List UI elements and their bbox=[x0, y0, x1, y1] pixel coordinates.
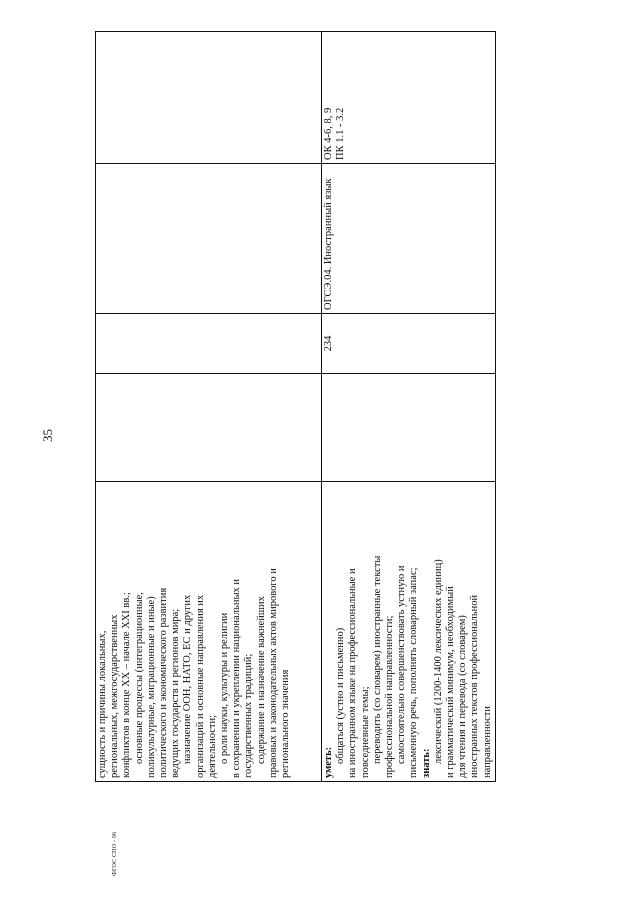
text-line: поликультурные, миграционные и иные) bbox=[145, 596, 157, 778]
text-line: деятельности; bbox=[206, 714, 218, 778]
empty-cell bbox=[96, 374, 322, 482]
text-line: содержание и назначение важнейших bbox=[255, 596, 267, 764]
text-line: сущность и причины локальных, bbox=[97, 630, 108, 778]
text-line: самостоятельно совершенствовать устную и bbox=[396, 565, 408, 764]
text-line: переводить (со словарем) иностранные тексты bbox=[371, 555, 383, 764]
requirements-cell-knowledge bbox=[96, 482, 322, 782]
text-line: организаций и основные направления их bbox=[194, 594, 206, 778]
text-line: конфликтов в конце XX – начале XXI вв.; bbox=[121, 592, 133, 778]
hours-cell bbox=[322, 314, 496, 374]
discipline-cell bbox=[322, 164, 496, 314]
text-line: направленности bbox=[481, 705, 493, 778]
empty-cell bbox=[96, 314, 322, 374]
footer-code: ФГОС СПО - 06 bbox=[112, 831, 118, 876]
requirements-cell-skills bbox=[322, 482, 496, 782]
skills-list bbox=[323, 485, 494, 778]
text-line: в сохранении и укреплении национальных и bbox=[231, 579, 243, 778]
text-line: уметь: bbox=[323, 746, 334, 778]
text-line: о роли науки, культуры и религии bbox=[219, 612, 231, 764]
empty-cell bbox=[96, 164, 322, 314]
text-line: региональных, межгосударственных bbox=[109, 614, 121, 778]
curriculum-table bbox=[95, 32, 493, 782]
knowledge-list bbox=[97, 485, 292, 778]
page-number: 35 bbox=[40, 429, 55, 442]
competencies-pk: ПК 1.1 - 3.2 bbox=[335, 107, 347, 160]
competencies-ok: ОК 4-6, 8, 9 bbox=[323, 107, 334, 160]
text-line: лексический (1200-1400 лексических единиц) bbox=[432, 559, 444, 764]
text-line: и грамматический минимум, необходимый bbox=[445, 586, 457, 778]
text-line: письменную речь, пополнять словарный запас; bbox=[408, 567, 420, 778]
hours-value: 234 bbox=[323, 335, 334, 352]
text-line: основные процессы (интеграционные, bbox=[133, 592, 145, 764]
text-line: профессиональной направленности; bbox=[384, 615, 396, 778]
discipline-name: ОГСЭ.04. Иностранный язык bbox=[323, 178, 334, 310]
text-line: повседневные темы; bbox=[359, 686, 371, 778]
text-line: политического и экономического развития bbox=[158, 587, 170, 778]
text-line: иностранных текстов профессиональной bbox=[469, 594, 481, 778]
empty-cell bbox=[96, 32, 322, 164]
text-line: ведущих государств и регионов мира; bbox=[170, 608, 182, 778]
text-line: регионального значения bbox=[280, 669, 292, 778]
text-line: правовых и законодательных актов мирового и bbox=[267, 568, 279, 778]
text-line: на иностранном языке на профессиональные и bbox=[347, 568, 359, 778]
text-line: общаться (устно и письменно) bbox=[335, 627, 347, 764]
competencies-cell bbox=[322, 32, 496, 164]
text-line: знать: bbox=[420, 748, 432, 778]
text-line: государственных традиций; bbox=[243, 653, 255, 778]
text-line: для чтения и перевода (со словарем) bbox=[457, 615, 469, 778]
empty-cell bbox=[322, 374, 496, 482]
text-line: назначение ООН, НАТО, ЕС и других bbox=[182, 594, 194, 764]
